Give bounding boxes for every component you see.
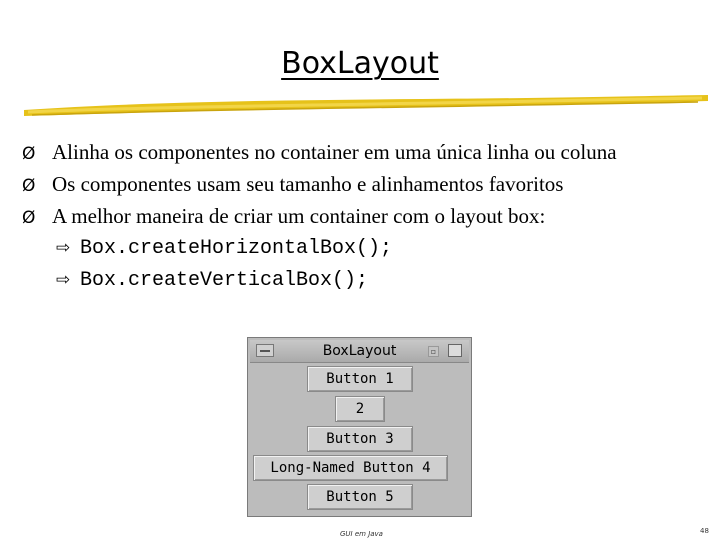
bullet-text: Os componentes usam seu tamanho e alinhamentos favoritos [52, 172, 564, 196]
maximize-icon[interactable] [448, 344, 462, 357]
sub-arrow-icon: ⇨ [56, 270, 71, 290]
button-1[interactable]: Button 1 [307, 366, 413, 392]
code-text: Box.createHorizontalBox(); [80, 237, 393, 260]
code-item [22, 266, 712, 298]
bullet-item [22, 138, 712, 170]
sub-arrow-icon: ⇨ [56, 238, 71, 258]
slide-title-text: BoxLayout [281, 46, 439, 81]
button-3[interactable]: Button 3 [307, 426, 413, 452]
bullet-arrow-icon: Ø [22, 208, 36, 228]
minimize-icon[interactable]: ▫ [428, 346, 439, 357]
bullet-item [22, 202, 712, 234]
highlighter-stroke [22, 92, 710, 122]
button-5[interactable]: Button 5 [307, 484, 413, 510]
button-4[interactable]: Long-Named Button 4 [253, 455, 448, 481]
slide-title [0, 46, 720, 81]
bullet-text: A melhor maneira de criar um container com o layout box: [52, 204, 546, 228]
bullet-text: Alinha os componentes no container em uma única linha ou coluna [52, 140, 617, 164]
boxlayout-window [247, 337, 472, 517]
bullet-arrow-icon: Ø [22, 176, 36, 196]
bullet-arrow-icon: Ø [22, 144, 36, 164]
window-titlebar[interactable] [250, 340, 469, 363]
bullet-list [22, 138, 712, 298]
bullet-item [22, 170, 712, 202]
code-item [22, 234, 712, 266]
code-text: Box.createVerticalBox(); [80, 269, 369, 292]
footer-text: GUI em Java [340, 530, 383, 538]
button-2[interactable]: 2 [335, 396, 385, 422]
window-title: BoxLayout [322, 343, 397, 359]
page-number: 48 [700, 527, 709, 535]
